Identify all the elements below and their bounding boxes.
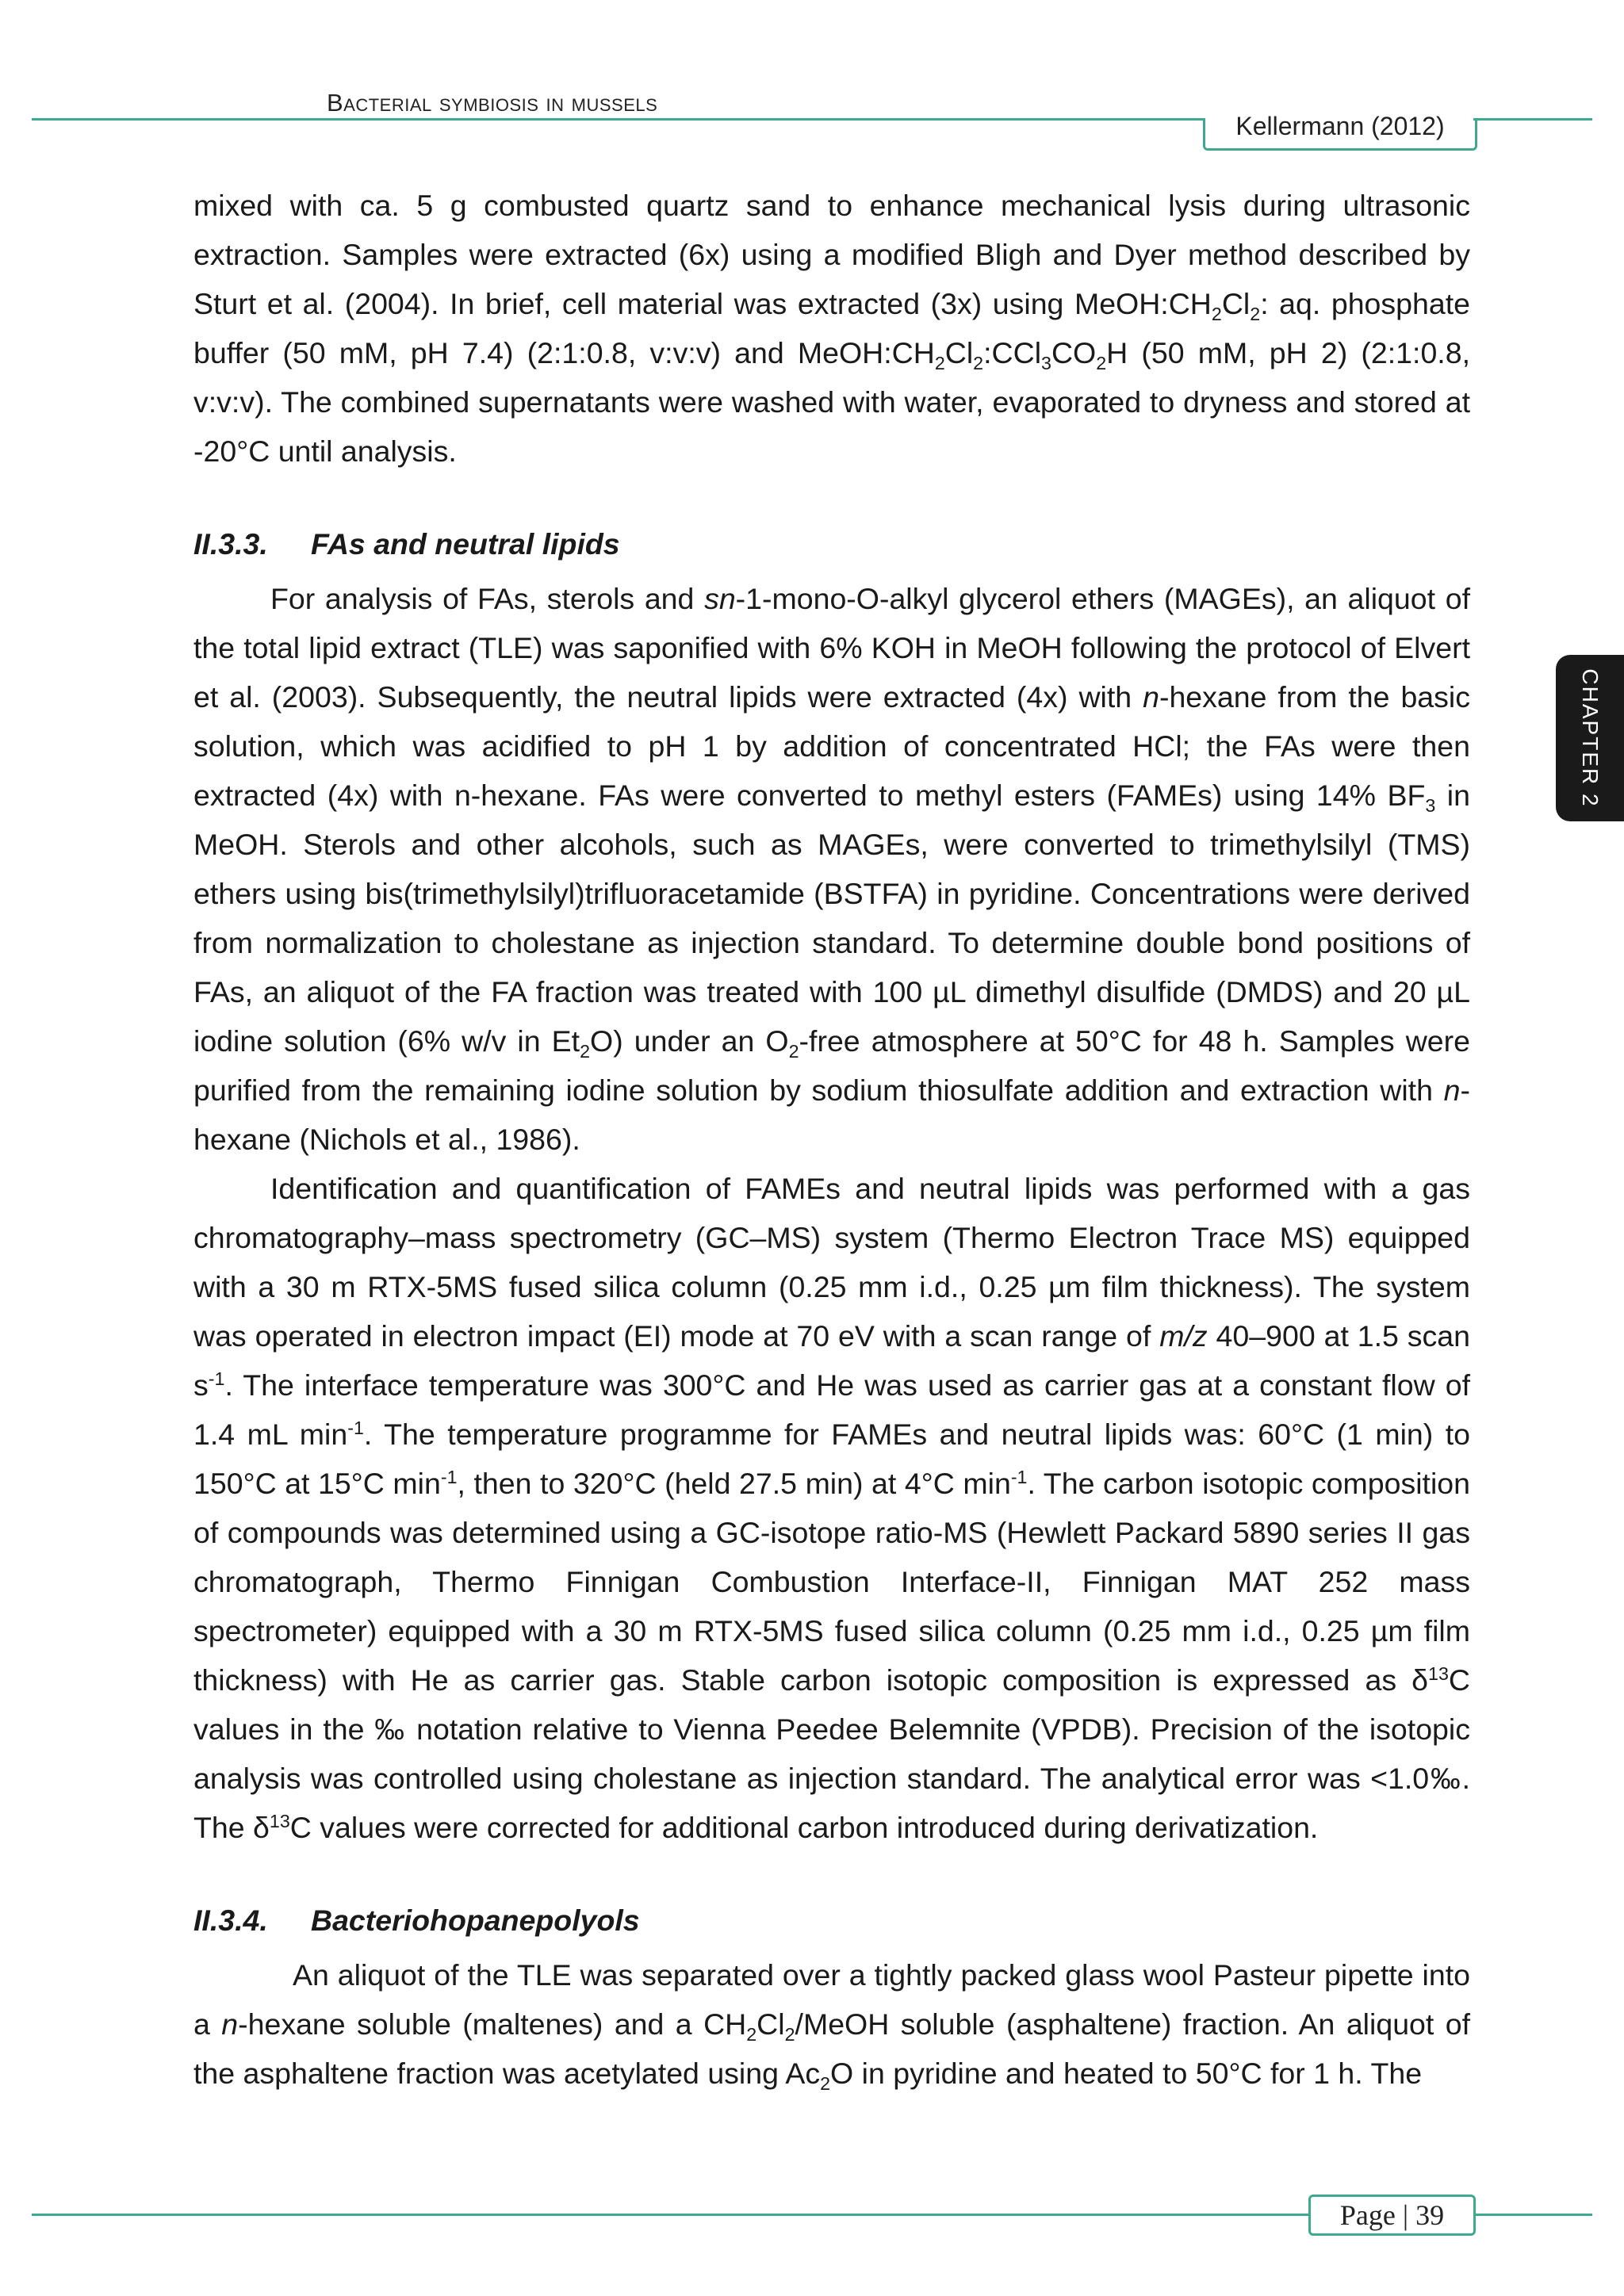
paragraph-gcms: Identification and quantification of FAMEs and neutral lipids was performed with a gas chromatography–mass spectrometry (GC–MS) system (Thermo Electron Trace MS) equipped with a 30 m RTX-5MS fused silica column (0.25 mm i.d., 0.25 µm film thickness). The system was operated in electron impact (EI) mode at 70 eV with a scan range of m/z 40–900 at 1.5 scan $s^{-1}$. The interface temperature was 300°C and He was used as carrier gas at a constant flow of 1.4 mL $\min^{-1}$. The temperature programme for FAMEs and neutral lipids was: 60°C (1 min) to 150°C at 15°C $\min^{-1}$, then to 320°C (held 27.5 min) at 4°C $\min^{-1}$. The carbon isotopic composition of compounds was determined using a GC-isotope ratio-MS (Hewlett Packard 5890 series II gas chromatograph, Thermo Finnigan Combustion Interface-II, Finnigan MAT 252 mass spectrometer) equipped with a 30 m RTX-5MS fused silica column (0.25 mm i.d., 0.25 µm film thickness) with He as carrier gas. Stable carbon isotopic composition is expressed as $\delta^{13}C$ values in the ‰ notation relative to Vienna Peedee Belemnite (VPDB). Precision of the isotopic analysis was controlled using cholestane as injection standard. The analytical error was <1.0‰. The $\delta^{13}C$ values were corrected for additional carbon introduced during derivatization. [193, 1172, 1471, 1844]
section-number: II.3.3. [193, 527, 268, 561]
author-year: Kellermann (2012) [1235, 112, 1445, 140]
footer-rule-left [32, 2214, 1312, 2216]
header-rule-right [1473, 118, 1592, 121]
header-rule-left [32, 118, 1205, 121]
paragraph-bhp: An aliquot of the TLE was separated over a tightly packed glass wool Pasteur pipette into a n-hexane soluble (maltenes) and a $CH_2Cl_2$/MeOH soluble (asphaltene) fraction. An aliquot of the asphaltene fraction was acetylated using $Ac_2O$ in pyridine and heated to 50°C for 1 h. The [193, 1958, 1470, 2095]
section-number: II.3.4. [193, 1904, 268, 1937]
section-heading-2-3-4 [193, 1890, 1470, 1950]
chapter-tab [1556, 655, 1624, 821]
section-title: FAs and neutral lipids [311, 527, 620, 561]
chapter-tab-label: CHAPTER 2 [1578, 668, 1603, 808]
section-title: Bacteriohopanepolyols [311, 1904, 640, 1937]
page-number: Page | 39 [1308, 2195, 1476, 2236]
running-title: Bacterial symbiosis in mussels [327, 89, 658, 117]
footer-rule-right [1473, 2214, 1592, 2216]
page-body [193, 181, 1470, 2098]
section-heading-2-3-3 [193, 514, 1470, 574]
paragraph-fas-analysis: For analysis of FAs, sterols and sn-1-mono-O-alkyl glycerol ethers (MAGEs), an aliquot of the total lipid extract (TLE) was saponified with 6% KOH in MeOH following the protocol of Elvert et al. (2003). Subsequently, the neutral lipids were extracted (4x) with n-hexane from the basic solution, which was acidified to pH 1 by addition of concentrated HCl; the FAs were then extracted (4x) with n-hexane. FAs were converted to methyl esters (FAMEs) using 14% $BF_3$ in MeOH. Sterols and other alcohols, such as MAGEs, were converted to trimethylsilyl (TMS) ethers using bis(trimethylsilyl)trifluoracetamide (BSTFA) in pyridine. Concentrations were derived from normalization to cholestane as injection standard. To determine double bond positions of FAs, an aliquot of the FA fraction was treated with 100 µL dimethyl disulfide (DMDS) and 20 µL iodine solution (6% w/v in $Et_2O$) under an $O_2$-free atmosphere at 50°C for 48 h. Samples were purified from the remaining iodine solution by sodium thiosulfate addition and extraction with n-hexane (Nichols et al., 1986). [193, 582, 1470, 1156]
paragraph-extraction: mixed with ca. 5 g combusted quartz sand to enhance mechanical lysis during ultrasonic extraction. Samples were extracted (6x) using a modified Bligh and Dyer method described by Sturt et al. (2004). In brief, cell material was extracted (3x) using $MeOH:CH_2Cl_2$: aq. phosphate buffer (50 mM, pH 7.4) (2:1:0.8, v:v:v) and $MeOH:CH_2Cl_2:CCl_3CO_2H$ (50 mM, pH 2) (2:1:0.8, v:v:v). The combined supernatants were washed with water, evaporated to dryness and stored at -20°C until analysis. [193, 189, 1470, 468]
